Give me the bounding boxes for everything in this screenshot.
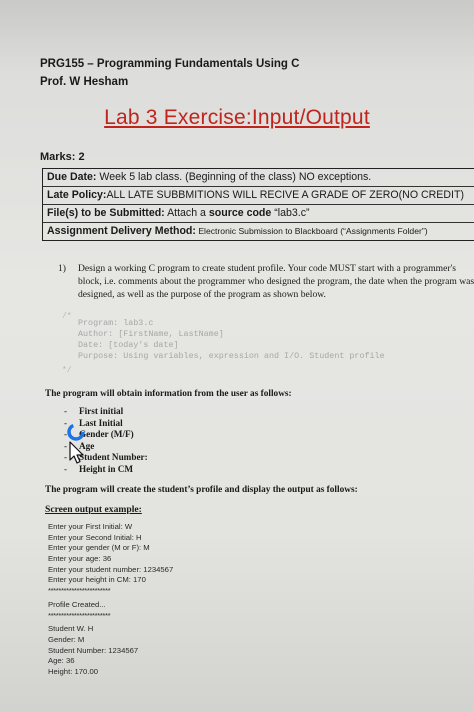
marks-label: Marks: 2	[40, 151, 85, 163]
delivery-method-value: Electronic Submission to Blackboard (“Assignments Folder”)	[195, 226, 428, 236]
programmer-block	[78, 318, 385, 362]
code-line-author: Author: [FirstName, LastName]	[78, 329, 224, 339]
files-label: File(s) to be Submitted:	[47, 207, 165, 219]
delivery-method-label: Assignment Delivery Method:	[47, 225, 196, 237]
list-item: - Student Number:	[64, 452, 148, 464]
output-line: Student Number: 1234567	[48, 645, 139, 655]
list-item: - Gender (M/F)	[64, 429, 148, 441]
list-item: - Last Initial	[64, 418, 148, 430]
output-line: Height: 170.00	[48, 666, 99, 676]
output-line: Enter your age: 36	[48, 554, 112, 564]
files-row	[43, 205, 474, 223]
screen-output-example	[48, 522, 173, 678]
output-line: Enter your First Initial: W	[48, 522, 133, 531]
files-value-pre: Attach a	[164, 207, 209, 219]
due-date-label: Due Date:	[47, 171, 97, 183]
list-item: - Age	[64, 441, 148, 453]
output-line: Enter your student number: 1234567	[48, 564, 174, 574]
loading-spinner-icon	[69, 425, 83, 439]
question-1	[60, 262, 474, 301]
due-date-value: Week 5 lab class. (Beginning of the class) NO exceptions.	[96, 171, 372, 183]
comment-open: /*	[62, 312, 72, 321]
files-value-bold: source code	[208, 207, 272, 219]
code-line-purpose: Purpose: Using variables, expression and I/O. Student profile	[78, 351, 385, 361]
list-item: - First initial	[64, 406, 148, 418]
course-name: PRG155 – Programming Fundamentals Using C	[40, 58, 300, 70]
profile-created-line: Profile Created...	[48, 599, 106, 609]
output-separator: ************************	[48, 610, 111, 620]
output-line: Student W. H	[48, 624, 94, 634]
output-line: Gender: M	[48, 634, 85, 644]
question-1-text: Design a working C program to create student profile. Your code MUST start with a programmer's block, i.e. comments about the programmer who designed the program, the date when the program was designed, as well as the purpose of the program as shown below.	[78, 263, 474, 300]
mouse-pointer-icon	[60, 424, 94, 464]
late-policy-value: ALL LATE SUBBMITIONS WILL RECIVE A GRADE OF ZERO(NO CREDIT)	[106, 189, 464, 201]
delivery-method-row	[43, 223, 474, 240]
output-line: Enter your gender (M or F): M	[48, 543, 150, 553]
obtain-heading: The program will obtain information from the user as follows:	[45, 389, 292, 399]
list-item: - Height in CM	[64, 464, 148, 476]
due-date-row	[43, 169, 474, 187]
create-heading: The program will create the student’s profile and display the output as follows:	[45, 485, 358, 495]
files-value-post: “lab3.c”	[271, 207, 310, 219]
screen-output-heading: Screen output example:	[45, 504, 142, 515]
code-line-date: Date: [today's date]	[78, 340, 179, 350]
code-line-program: Program: lab3.c	[78, 318, 154, 328]
output-line: Age: 36	[48, 656, 75, 666]
professor-name: Prof. W Hesham	[40, 76, 129, 88]
comment-close: */	[62, 366, 72, 375]
output-separator: ************************	[48, 586, 111, 596]
assignment-info-box	[42, 168, 474, 241]
late-policy-label: Late Policy:	[47, 189, 107, 201]
question-1-number: 1)	[58, 263, 66, 274]
late-policy-row	[43, 187, 474, 205]
document-title: Lab 3 Exercise:Input/Output	[104, 106, 370, 129]
output-line: Enter your Second Initial: H	[48, 532, 142, 542]
output-line: Enter your height in CM: 170	[48, 575, 146, 585]
